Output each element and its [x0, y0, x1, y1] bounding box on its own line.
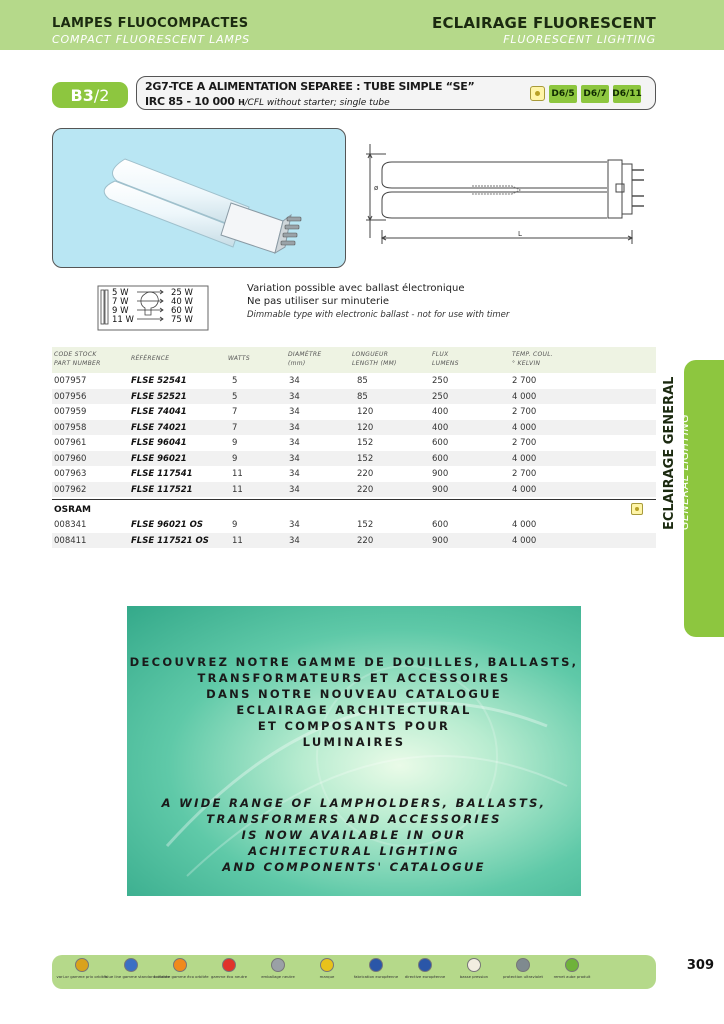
legend-icon — [271, 958, 285, 972]
svg-text:L: L — [518, 230, 522, 238]
cell-watts: 5 — [232, 376, 238, 386]
header-temp-fr: TEMP. COUL. — [512, 351, 554, 358]
legend-label: basse pression — [459, 974, 489, 979]
cell-watts: 9 — [232, 453, 238, 464]
legend-icon — [320, 958, 334, 972]
cell-watts: 9 — [232, 520, 238, 530]
cell-part-number: 007963 — [54, 469, 87, 479]
cell-reference: FLSE 74041 — [131, 407, 187, 417]
info-dimmable-fr: Variation possible avec ballast électronique — [247, 283, 465, 294]
header-length-en: LENGTH (MM) — [352, 360, 397, 367]
cell-part-number: 007957 — [54, 376, 87, 386]
cell-watts: 9 — [232, 438, 238, 448]
legend-icon — [75, 958, 89, 972]
product-photo — [52, 128, 346, 268]
page-number: 309 — [686, 958, 714, 973]
table-row — [52, 404, 656, 420]
cell-watts: 11 — [232, 535, 243, 546]
cell-lumens: 600 — [432, 520, 449, 530]
incandescent-watt-1: 25 W — [171, 288, 193, 298]
cell-diameter: 34 — [289, 422, 300, 433]
legend-label: emballage neutre — [261, 974, 295, 979]
promo-en-line: IS NOW AVAILABLE IN OUR — [241, 828, 467, 842]
header-length — [352, 350, 397, 368]
cell-lumens: 250 — [432, 391, 449, 402]
series-subtitle-unit: H — [238, 98, 245, 107]
cell-diameter: 34 — [289, 484, 300, 495]
header-temp-en: ° KELVIN — [512, 360, 541, 367]
table-row — [52, 517, 656, 533]
equivalence-diagram — [97, 285, 209, 331]
legend-item — [56, 958, 108, 979]
cell-part-number: 007960 — [54, 453, 87, 464]
cell-lumens: 250 — [432, 376, 449, 386]
cfl-watt-2: 7 W — [112, 297, 129, 307]
legend-item — [105, 958, 170, 979]
cell-reference: FLSE 117521 OS — [131, 535, 209, 546]
osram-table-body — [52, 517, 656, 548]
cell-reference: FLSE 96041 — [131, 438, 187, 448]
cell-watts: 11 — [232, 484, 243, 495]
cell-color-temp: 4 000 — [512, 520, 537, 530]
cell-part-number: 007956 — [54, 391, 87, 402]
legend-label: gamme éco neutre — [210, 974, 248, 979]
series-subtitle-italic: /CFL without starter; single tube — [244, 98, 390, 108]
cell-diameter: 34 — [289, 453, 300, 464]
legend-icon — [467, 958, 481, 972]
legend-item — [252, 958, 304, 979]
header-band — [0, 0, 724, 50]
cell-color-temp: 2 700 — [512, 469, 537, 479]
table-row — [52, 373, 656, 389]
table-row — [52, 435, 656, 451]
cell-lumens: 900 — [432, 535, 449, 546]
cell-lumens: 400 — [432, 407, 449, 417]
header-length-fr: LONGUEUR — [352, 351, 389, 358]
header-category-fr: LAMPES FLUOCOMPACTES — [52, 16, 249, 31]
promo-fr-line: ECLAIRAGE ARCHITECTURAL — [236, 703, 472, 717]
table-row — [52, 451, 656, 467]
promo-fr-line: LUMINAIRES — [302, 735, 406, 749]
legend-item — [546, 958, 598, 979]
ref-tag-2: D6/7 — [581, 85, 609, 103]
promo-en-line: A WIDE RANGE OF LAMPHOLDERS, BALLASTS, — [161, 796, 547, 810]
header-temp — [512, 350, 553, 368]
cell-reference: FLSE 117541 — [131, 469, 193, 479]
legend-icon — [516, 958, 530, 972]
lamp-type-icon — [530, 86, 545, 101]
legend-item — [301, 958, 353, 979]
cell-lumens: 900 — [432, 469, 449, 479]
header-section-fr: ECLAIRAGE FLUORESCENT — [432, 14, 656, 32]
cell-color-temp: 4 000 — [512, 535, 537, 546]
header-diameter — [288, 350, 322, 368]
section-side-tab — [662, 360, 724, 637]
header-code-en: PART NUMBER — [54, 360, 101, 367]
cell-watts: 7 — [232, 422, 238, 433]
legend-item — [350, 958, 402, 979]
cell-reference: FLSE 117521 — [131, 484, 193, 495]
promo-text-fr — [127, 654, 581, 750]
promo-en-line: ACHITECTURAL LIGHTING — [248, 844, 460, 858]
cell-color-temp: 4 000 — [512, 484, 537, 495]
promo-fr-line: TRANSFORMATEURS ET ACCESSOIRES — [197, 671, 511, 685]
promo-fr-line: DECOUVREZ NOTRE GAMME DE DOUILLES, BALLASTS, — [129, 655, 579, 669]
legend-label: remet aube produit — [553, 974, 591, 979]
cell-watts: 5 — [232, 391, 238, 402]
cell-diameter: 34 — [289, 376, 300, 386]
header-code — [54, 350, 101, 368]
header-code-fr: CODE STOCK — [54, 351, 97, 358]
cell-length: 85 — [357, 391, 368, 402]
series-subtitle — [145, 95, 390, 108]
brand-row — [52, 499, 656, 517]
cell-color-temp: 2 700 — [512, 438, 537, 448]
header-watts: WATTS — [228, 355, 250, 362]
cell-lumens: 600 — [432, 438, 449, 448]
table-row — [52, 466, 656, 482]
cell-reference: FLSE 96021 — [131, 453, 187, 464]
legend-icon — [173, 958, 187, 972]
table-row — [52, 533, 656, 549]
cell-part-number: 007962 — [54, 484, 87, 495]
header-flux-en: LUMENS — [432, 360, 459, 367]
series-title: 2G7-TCE A ALIMENTATION SEPAREE : TUBE SIMPLE “SE” — [145, 80, 475, 93]
product-table — [52, 347, 656, 548]
cell-part-number: 007959 — [54, 407, 87, 417]
cell-length: 152 — [357, 438, 374, 448]
cell-color-temp: 2 700 — [512, 376, 537, 386]
info-timer-fr: Ne pas utiliser sur minuterie — [247, 296, 390, 307]
table-header — [52, 347, 656, 373]
ref-tag-1: D6/5 — [549, 85, 577, 103]
legend-item — [497, 958, 549, 979]
legend-label: blue line gamme standard orbitée — [105, 974, 170, 979]
legend-icon — [418, 958, 432, 972]
legend-label: brillance gamme éco orbitée — [154, 974, 209, 979]
lamp-type-icon — [631, 503, 643, 515]
legend-item — [154, 958, 209, 979]
cell-color-temp: 2 700 — [512, 407, 537, 417]
catalogue-promo-banner — [127, 606, 581, 896]
cell-lumens: 400 — [432, 422, 449, 433]
cfl-watt-4: 11 W — [112, 315, 134, 325]
cell-length: 152 — [357, 453, 374, 464]
cell-diameter: 34 — [289, 438, 300, 448]
table-row — [52, 389, 656, 405]
side-tab-fr: ECLAIRAGE GENERAL — [662, 376, 677, 530]
cell-part-number: 007961 — [54, 438, 87, 448]
cell-lumens: 600 — [432, 453, 449, 464]
cell-color-temp: 4 000 — [512, 391, 537, 402]
cell-diameter: 34 — [289, 469, 300, 479]
cfl-watt-3: 9 W — [112, 306, 129, 316]
legend-icon — [565, 958, 579, 972]
header-diameter-fr: DIAMÈTRE — [288, 351, 322, 358]
table-row — [52, 420, 656, 436]
cell-part-number: 008411 — [54, 535, 87, 546]
cell-diameter: 34 — [289, 391, 300, 402]
wattage-equivalence — [97, 285, 209, 331]
legend-label: fabrication européenne — [353, 974, 399, 979]
ref-tag-3: D6/11 — [613, 85, 641, 103]
cell-part-number: 008341 — [54, 520, 87, 530]
side-tab-en: GENERAL LIGHTING — [678, 413, 691, 530]
header-section-en: FLUORESCENT LIGHTING — [503, 33, 656, 46]
legend-label: protection ultraviolet — [503, 974, 543, 979]
cell-reference: FLSE 74021 — [131, 422, 187, 433]
incandescent-watt-2: 40 W — [171, 297, 193, 307]
series-code: B3 — [70, 85, 94, 105]
legend-label: vari-or gamme prix orbités — [56, 974, 108, 979]
cell-length: 85 — [357, 376, 368, 386]
cell-length: 152 — [357, 520, 374, 530]
cell-diameter: 34 — [289, 407, 300, 417]
header-diameter-unit: (mm) — [288, 360, 306, 367]
cell-reference: FLSE 96021 OS — [131, 520, 203, 530]
cell-watts: 11 — [232, 469, 243, 479]
info-dimmable-en: Dimmable type with electronic ballast - not for use with timer — [247, 310, 510, 320]
legend-item — [399, 958, 451, 979]
lamp-illustration — [53, 129, 347, 269]
header-flux-fr: FLUX — [432, 351, 449, 358]
cell-length: 120 — [357, 407, 374, 417]
series-code-suffix: /2 — [93, 85, 110, 105]
legend-label: directive européenne — [404, 974, 446, 979]
cell-lumens: 900 — [432, 484, 449, 495]
promo-fr-line: DANS NOTRE NOUVEAU CATALOGUE — [206, 687, 502, 701]
incandescent-watt-3: 60 W — [171, 306, 193, 316]
header-ref: RÉFÉRENCE — [131, 355, 170, 362]
series-code-badge — [52, 82, 128, 108]
series-title-box — [136, 76, 656, 110]
promo-en-line: AND COMPONENTS' CATALOGUE — [222, 860, 486, 874]
legend-icon — [222, 958, 236, 972]
cell-length: 220 — [357, 535, 374, 546]
cell-color-temp: 4 000 — [512, 453, 537, 464]
cell-length: 120 — [357, 422, 374, 433]
cell-watts: 7 — [232, 407, 238, 417]
legend-item — [203, 958, 255, 979]
series-subtitle-bold: IRC 85 - 10 000 — [145, 95, 235, 108]
legend-icon — [369, 958, 383, 972]
cell-diameter: 34 — [289, 535, 300, 546]
table-body — [52, 373, 656, 497]
legend-label: marque — [319, 974, 335, 979]
cell-color-temp: 4 000 — [512, 422, 537, 433]
header-flux — [432, 350, 459, 368]
cell-part-number: 007958 — [54, 422, 87, 433]
table-row — [52, 482, 656, 498]
header-category-en: COMPACT FLUORESCENT LAMPS — [52, 33, 250, 46]
promo-text-en — [127, 795, 581, 875]
legend-item — [448, 958, 500, 979]
cell-length: 220 — [357, 484, 374, 495]
legend-icon — [124, 958, 138, 972]
promo-en-line: TRANSFORMERS AND ACCESSORIES — [206, 812, 502, 826]
promo-fr-line: ET COMPOSANTS POUR — [257, 719, 451, 733]
cell-diameter: 34 — [289, 520, 300, 530]
incandescent-watt-4: 75 W — [171, 315, 193, 325]
cell-reference: FLSE 52541 — [131, 376, 187, 386]
cfl-watt-1: 5 W — [112, 288, 129, 298]
footer-legend-band — [52, 955, 656, 989]
cell-length: 220 — [357, 469, 374, 479]
brand-name: OSRAM — [54, 505, 91, 515]
technical-drawing — [362, 140, 662, 250]
svg-text:ø: ø — [374, 184, 379, 192]
cell-reference: FLSE 52521 — [131, 391, 187, 402]
